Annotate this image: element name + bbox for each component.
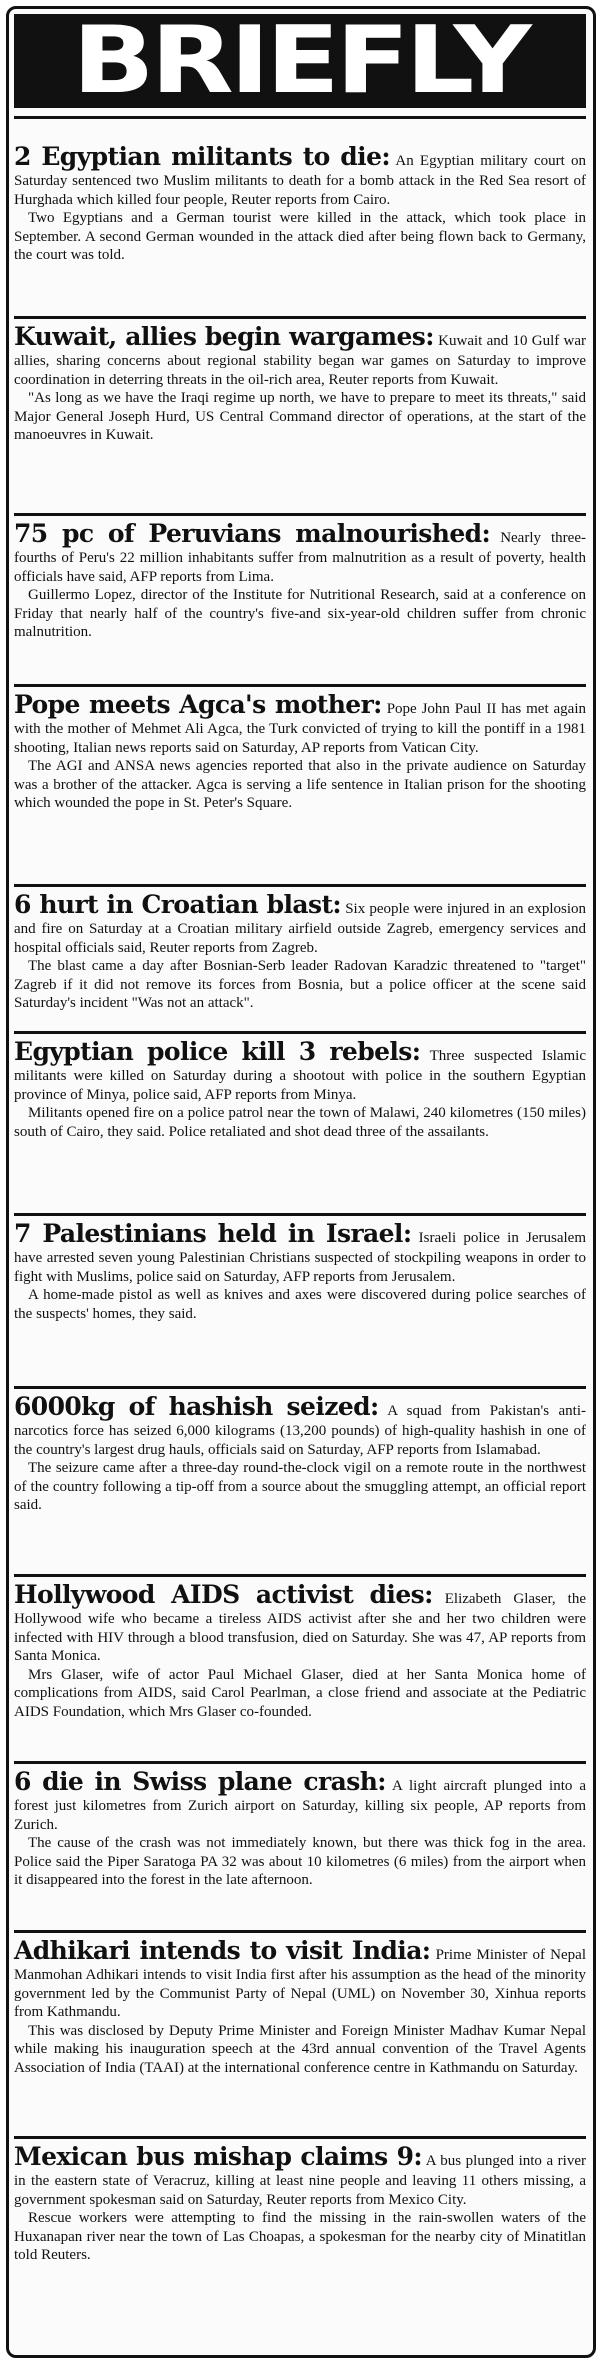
brief-lead-text: Six people were injured in an explosion and fire on Saturday at a Croatian military airfield outside Zagreb, emergency services and hospital officials said, Reuter reports from Zagreb.	[14, 901, 586, 956]
brief-body-paragraph: The AGI and ANSA news agencies reported that also in the private audience on Saturday was a brother of the attacker. Agca is serving a life sentence in Italian prison for the shooting which wounded the pope in St. Peter's Square.	[14, 758, 586, 811]
brief-headline: 7 Palestinians held in Israel:	[14, 1219, 412, 1248]
brief-lead-paragraph	[14, 890, 586, 957]
news-brief	[14, 1392, 586, 1515]
story-divider	[14, 1761, 586, 1764]
news-brief	[14, 2142, 586, 2265]
story-divider	[14, 1213, 586, 1216]
brief-lead-paragraph	[14, 519, 586, 586]
brief-lead-paragraph	[14, 1037, 586, 1104]
news-brief	[14, 322, 586, 445]
news-brief	[14, 1037, 586, 1141]
brief-body-paragraph: Guillermo Lopez, director of the Institute for Nutritional Research, said at a conference on Friday that nearly half of the country's five-and six-year-old children suffer from chronic malnutrition.	[14, 587, 586, 640]
brief-headline: Kuwait, allies begin wargames:	[14, 322, 434, 351]
brief-lead-text: Elizabeth Glaser, the Hollywood wife who became a tireless AIDS activist after she and her two children were infected with HIV through a blood transfusion, died on Saturday. She was 47, AP reports from Santa Monica.	[14, 1591, 586, 1664]
brief-headline: Pope meets Agca's mother:	[14, 690, 382, 719]
brief-headline: 6000kg of hashish seized:	[14, 1392, 379, 1421]
brief-body-paragraph: The cause of the crash was not immediately known, but there was thick fog in the area. Police said the Piper Saratoga PA 32 was about 10 kilometres (6 miles) from the airport when it disappeared into the forest in the late afternoon.	[14, 1835, 586, 1888]
brief-lead-paragraph	[14, 2142, 586, 2209]
story-divider	[14, 513, 586, 516]
brief-body-paragraph: Militants opened fire on a police patrol near the town of Malawi, 240 kilometres (150 miles) south of Cairo, they said. Police retaliated and shot dead three of the assailants.	[14, 1105, 586, 1140]
brief-headline: Adhikari intends to visit India:	[14, 1936, 431, 1965]
brief-body-paragraph: Mrs Glaser, wife of actor Paul Michael Glaser, died at her Santa Monica home of complications from AIDS, said Carol Pearlman, a close friend and associate at the Pediatric AIDS Foundation, which Mrs Glaser co-founded.	[14, 1666, 586, 1720]
news-brief	[14, 142, 586, 265]
brief-lead-text: A bus plunged into a river in the eastern state of Veracruz, killing at least nine people and leaving 11 others missing, a government spokesman said on Saturday, Reuter reports from Mexico City.	[14, 2153, 586, 2208]
brief-lead-paragraph	[14, 142, 586, 209]
story-divider	[14, 116, 586, 119]
news-brief	[14, 1767, 586, 1890]
news-brief	[14, 890, 586, 1013]
brief-lead-text: A squad from Pakistan's anti-narcotics force has seized 6,000 kilograms (13,200 pounds) of high-quality hashish in one of the country's largest drug hauls, officials said on Saturday, AFP reports from Islamabad.	[14, 1403, 586, 1458]
brief-lead-text: Kuwait and 10 Gulf war allies, sharing concerns about regional stability began war games on Saturday to improve coordination in deterring threats in the oil-rich area, Reuter reports from Kuwait.	[14, 333, 586, 388]
brief-lead-paragraph	[14, 1392, 586, 1459]
brief-body-paragraph: "As long as we have the Iraqi regime up north, we have to prepare to meet its threats," said Major General Joseph Hurd, US Central Command director of operations, at the start of the manoeuvres in Kuwait.	[14, 390, 586, 443]
story-divider	[14, 1574, 586, 1577]
brief-body-paragraph: This was disclosed by Deputy Prime Minister and Foreign Minister Madhav Kumar Nepal while making his inauguration speech at the 43rd annual convention of the Travel Agents Association of India (TAAI) at the international conference centre in Kathmandu on Saturday.	[14, 2022, 586, 2076]
news-brief	[14, 690, 586, 813]
news-brief	[14, 1580, 586, 1721]
brief-headline: 2 Egyptian militants to die:	[14, 142, 391, 171]
brief-headline: 6 hurt in Croatian blast:	[14, 890, 342, 919]
brief-lead-text: A light aircraft plunged into a forest just kilometres from Zurich airport on Saturday, killing six people, AP reports from Zurich.	[14, 1778, 586, 1833]
brief-lead-paragraph	[14, 1580, 586, 1666]
brief-body-paragraph: Two Egyptians and a German tourist were killed in the attack, which took place in September. A second German wounded in the attack died after being flown back to Germany, the court was told.	[14, 210, 586, 263]
brief-headline: Mexican bus mishap claims 9:	[14, 2142, 422, 2171]
brief-lead-text: Prime Minister of Nepal Manmohan Adhikari intends to visit India first after his assumption as the head of the minority government led by the Communist Party of Nepal (UML) on November 30, Xinhua reports from Kathmandu.	[14, 1947, 586, 2020]
story-divider	[14, 1386, 586, 1389]
story-divider	[14, 684, 586, 687]
brief-lead-paragraph	[14, 1936, 586, 2022]
brief-lead-text: Pope John Paul II has met again with the mother of Mehmet Ali Agca, the Turk convicted of trying to kill the pontiff in a 1981 shooting, Italian news reports said on Saturday, AP reports from Vatican City.	[14, 701, 586, 756]
news-brief	[14, 1936, 586, 2077]
news-brief	[14, 1219, 586, 1323]
story-divider	[14, 884, 586, 887]
brief-headline: 75 pc of Peruvians malnourished:	[14, 519, 491, 548]
brief-headline: Egyptian police kill 3 rebels:	[14, 1037, 421, 1066]
brief-lead-paragraph	[14, 1219, 586, 1286]
story-divider	[14, 2136, 586, 2139]
brief-lead-paragraph	[14, 322, 586, 389]
story-divider	[14, 1930, 586, 1933]
brief-lead-text: Three suspected Islamic militants were killed on Saturday during a shootout with police in the southern Egyptian province of Minya, police said, AFP reports from Minya.	[14, 1048, 587, 1103]
brief-lead-paragraph	[14, 690, 586, 757]
story-divider	[14, 316, 586, 319]
brief-body-paragraph: The blast came a day after Bosnian-Serb leader Radovan Karadzic threatened to "target" Zagreb if it did not remove its forces from Bosnia, but a police officer at the scene said Saturday's incident "Was not an attack".	[14, 958, 586, 1011]
briefly-masthead	[14, 6, 586, 115]
brief-body-paragraph: The seizure came after a three-day round-the-clock vigil on a remote route in the northwest of the country following a tip-off from a source about the smuggling attempt, an official report said.	[14, 1460, 586, 1513]
masthead-title: BRIEFLY	[72, 6, 528, 115]
brief-lead-text: An Egyptian military court on Saturday sentenced two Muslim militants to death for a bomb attack in the Red Sea resort of Hurghada which killed four people, Reuter reports from Cairo.	[14, 153, 586, 208]
brief-body-paragraph: Rescue workers were attempting to find the missing in the rain-swollen waters of the Huxanapan river near the town of Las Choapas, a spokesman for the nearby city of Minatitlan told Reuters.	[14, 2210, 586, 2263]
story-divider	[14, 1031, 586, 1034]
brief-body-paragraph: A home-made pistol as well as knives and axes were discovered during police searches of the suspects' homes, they said.	[14, 1287, 586, 1322]
brief-headline: 6 die in Swiss plane crash:	[14, 1767, 386, 1796]
brief-headline: Hollywood AIDS activist dies:	[14, 1580, 433, 1609]
brief-lead-text: Nearly three-fourths of Peru's 22 million inhabitants suffer from malnutrition as a result of poverty, health officials have said, AFP reports from Lima.	[14, 530, 586, 585]
brief-lead-paragraph	[14, 1767, 586, 1834]
news-brief	[14, 519, 586, 642]
brief-lead-text: Israeli police in Jerusalem have arrested seven young Palestinian Christians suspected of stockpiling weapons in order to fight with Muslims, police said on Saturday, AFP reports from Jerusalem.	[14, 1230, 586, 1285]
